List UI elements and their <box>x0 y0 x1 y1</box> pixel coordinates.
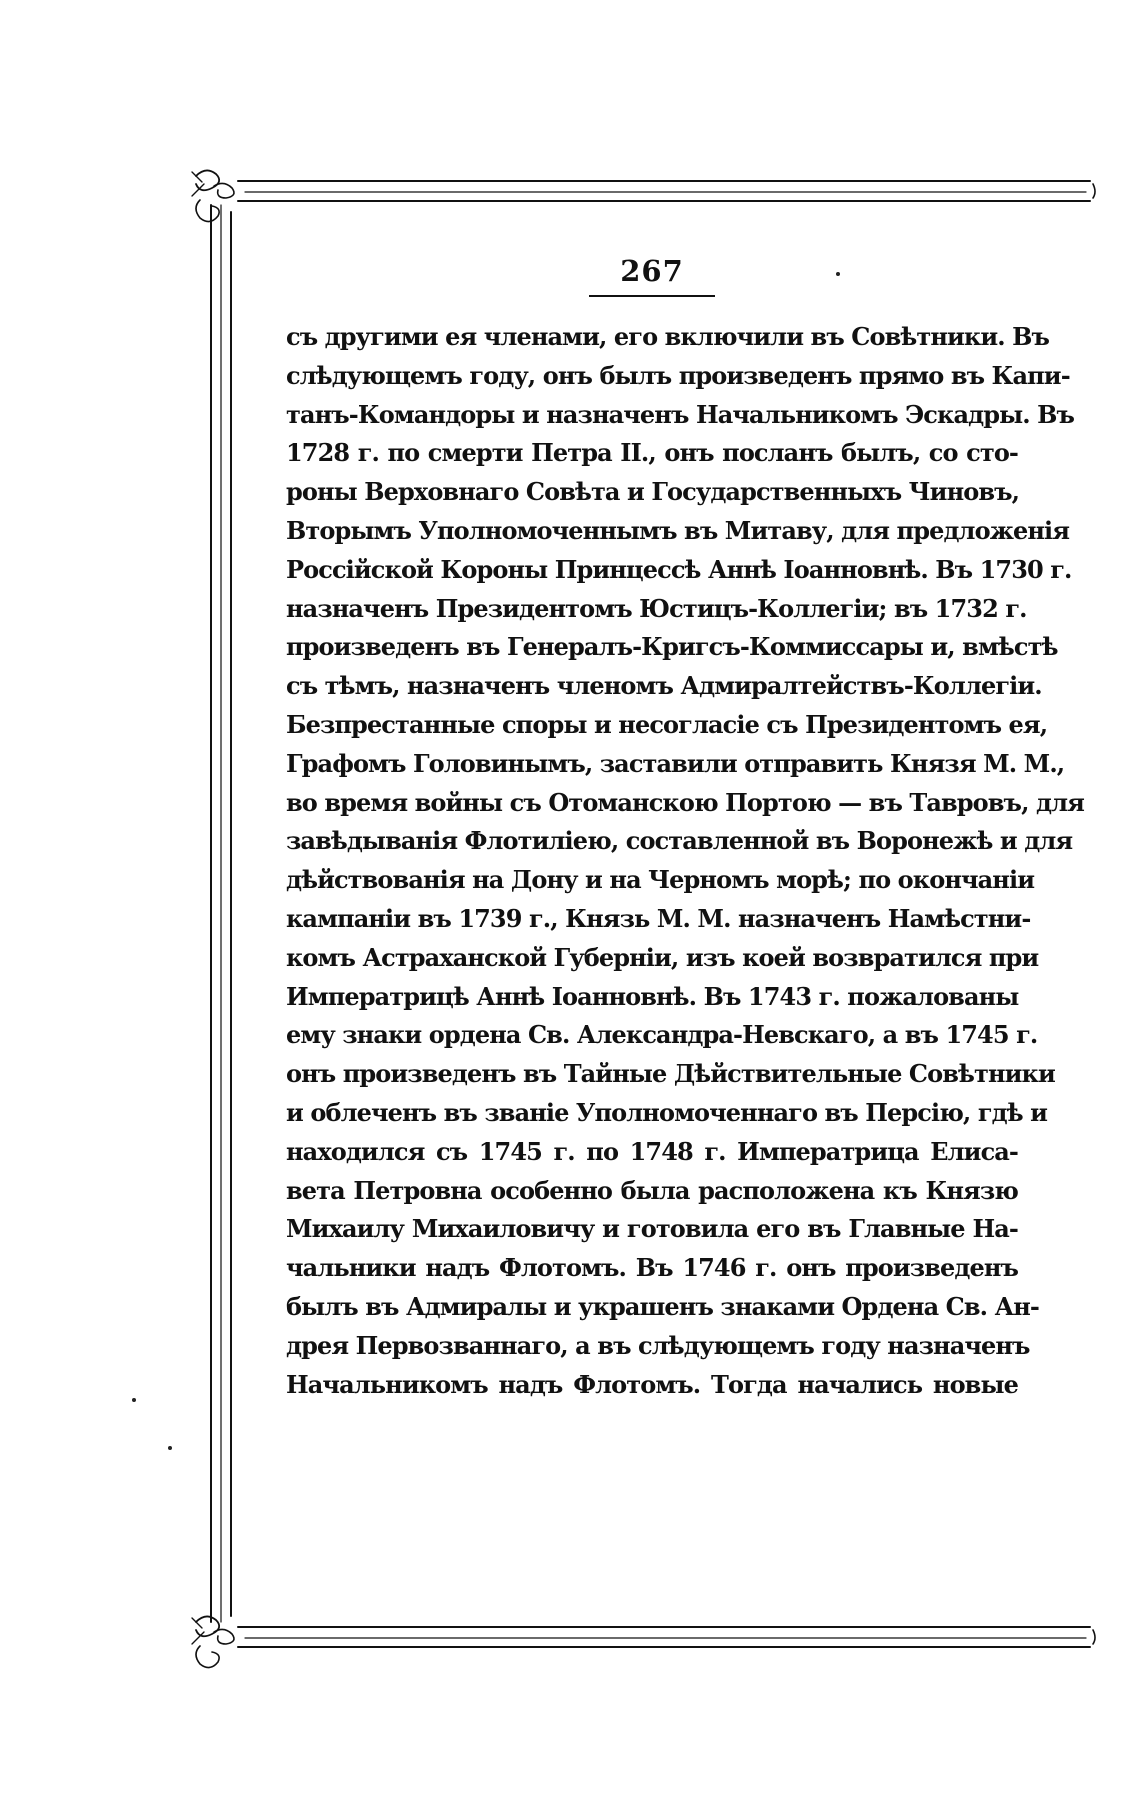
text-line: завѣдыванія Флотиліею, составленной въ Воронежѣ и для <box>286 826 1073 856</box>
page-number-rule <box>589 295 715 297</box>
text-line: Графомъ Головинымъ, заставили отправить Князя М. М., <box>286 748 1065 778</box>
text-line: Императрицѣ Аннѣ Іоанновнѣ. Въ 1743 г. пожалованы <box>286 981 1019 1011</box>
body-text <box>286 318 1084 1404</box>
print-speck <box>168 1446 172 1450</box>
text-line: онъ произведенъ въ Тайные Дѣйствительные Совѣтники <box>286 1059 1055 1089</box>
text-line: чальники надъ Флотомъ. Въ 1746 г. онъ произведенъ <box>286 1253 1018 1283</box>
text-line: Михаилу Михаиловичу и готовила его въ Главные На- <box>286 1214 1018 1244</box>
text-line: и облеченъ въ званіе Уполномоченнаго въ Персію, гдѣ и <box>286 1097 1048 1127</box>
text-line: вета Петровна особенно была расположена къ Князю <box>286 1175 1018 1205</box>
text-line: комъ Астраханской Губерніи, изъ коей возвратился при <box>286 942 1039 972</box>
text-line: роны Верховнаго Совѣта и Государственныхъ Чиновъ, <box>286 477 1020 507</box>
text-line: находился съ 1745 г. по 1748 г. Императрица Елиса- <box>286 1136 1018 1166</box>
text-line: Начальникомъ надъ Флотомъ. Тогда начались новые <box>286 1369 1018 1399</box>
page-number: 267 <box>620 254 684 288</box>
text-line: танъ-Командоры и назначенъ Начальникомъ Эскадры. Въ <box>286 399 1075 429</box>
text-line: съ тѣмъ, назначенъ членомъ Адмиралтействъ-Коллегіи. <box>286 671 1042 701</box>
text-line: Вторымъ Уполномоченнымъ въ Митаву, для предложенія <box>286 515 1070 545</box>
text-line: ему знаки ордена Св. Александра-Невскаго, а въ 1745 г. <box>286 1020 1038 1050</box>
print-speck <box>132 1398 136 1402</box>
text-line: съ другими ея членами, его включили въ Совѣтники. Въ <box>286 322 1050 351</box>
text-line: Россійской Короны Принцессѣ Аннѣ Іоанновнѣ. Въ 1730 г. <box>286 554 1072 584</box>
text-line: 1728 г. по смерти Петра II., онъ посланъ былъ, со сто- <box>286 438 1018 468</box>
text-line: дѣйствованія на Дону и на Черномъ морѣ; по окончаніи <box>286 865 1035 895</box>
text-line: Безпрестанные споры и несогласіе съ Президентомъ ея, <box>286 709 1048 739</box>
text-line: былъ въ Адмиралы и украшенъ знаками Ордена Св. Ан- <box>286 1291 1039 1321</box>
text-line: дрея Первозваннаго, а въ слѣдующемъ году назначенъ <box>286 1330 1030 1360</box>
text-line: назначенъ Президентомъ Юстицъ-Коллегіи; въ 1732 г. <box>286 593 1027 623</box>
text-line: во время войны съ Отоманскою Портою — въ Тавровъ, для <box>286 787 1084 817</box>
text-line: кампаніи въ 1739 г., Князь М. М. назначенъ Намѣстни- <box>286 903 1031 933</box>
text-line: произведенъ въ Генералъ-Кригсъ-Коммиссары и, вмѣстѣ <box>286 632 1058 662</box>
print-speck <box>836 272 840 276</box>
text-line: слѣдующемъ году, онъ былъ произведенъ прямо въ Капи- <box>286 360 1070 390</box>
